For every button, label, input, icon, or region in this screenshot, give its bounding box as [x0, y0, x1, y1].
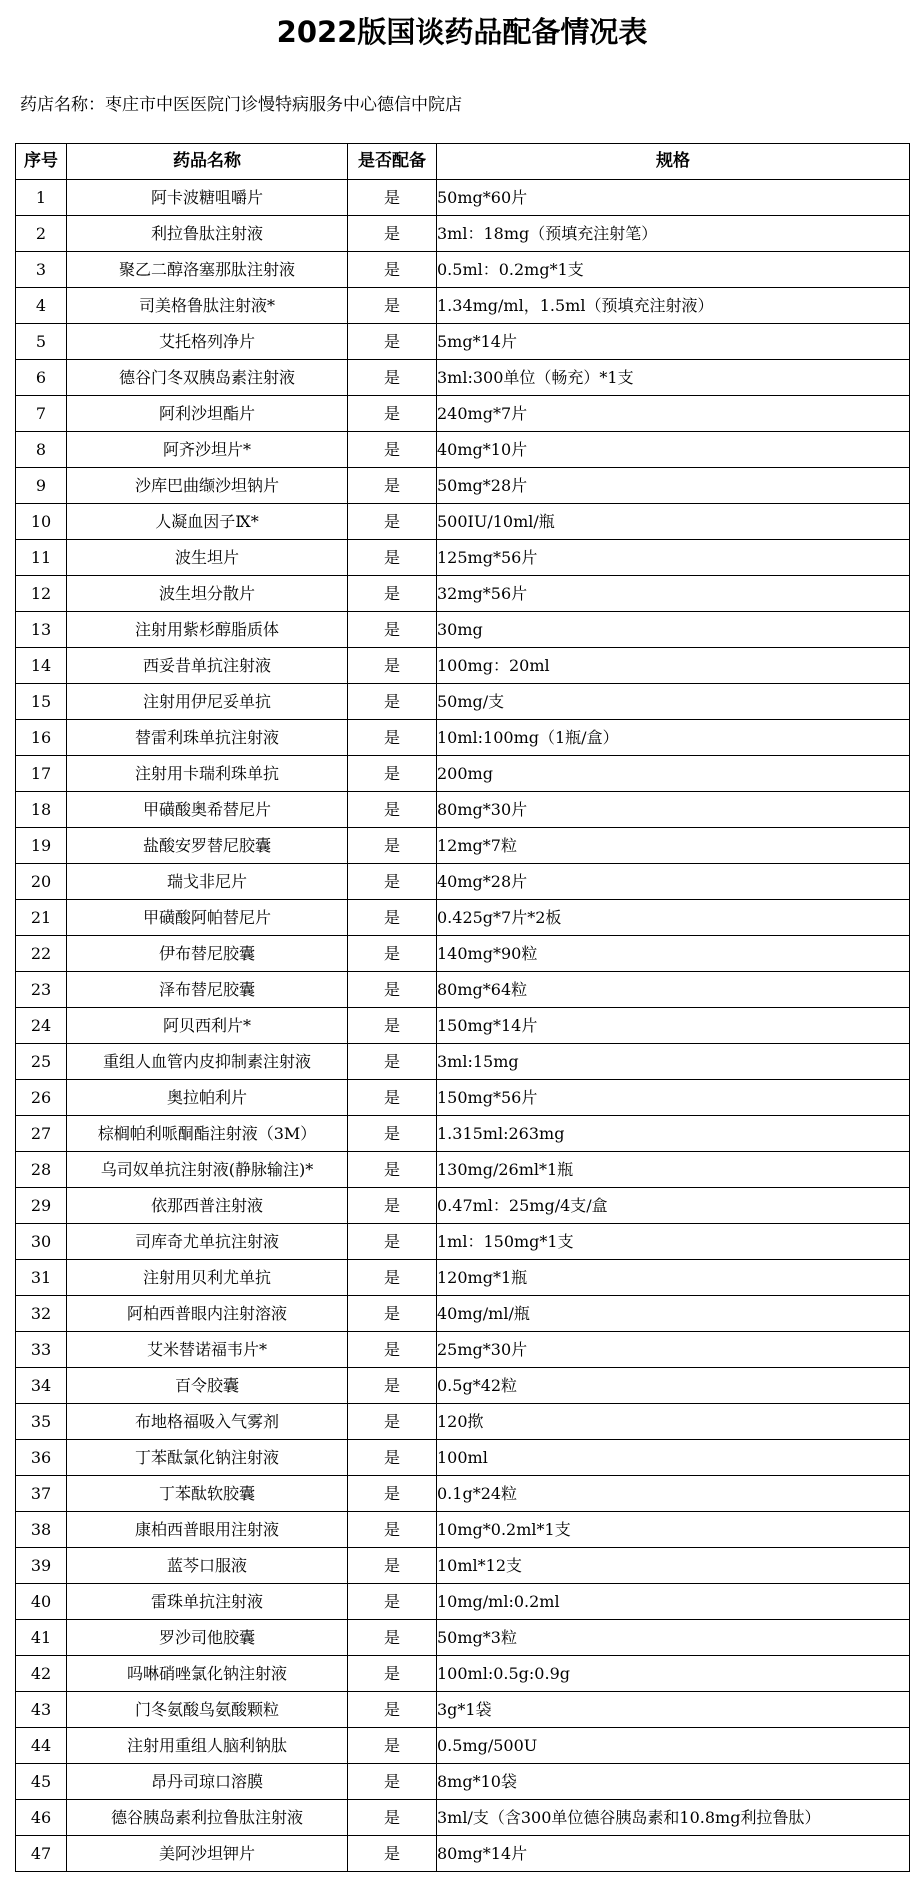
- cell-no: 24: [16, 1008, 67, 1044]
- cell-stocked: 是: [348, 1800, 437, 1836]
- cell-drug-name: 司库奇尤单抗注射液: [67, 1224, 348, 1260]
- cell-spec: 1ml：150mg*1支: [437, 1224, 910, 1260]
- cell-no: 39: [16, 1548, 67, 1584]
- cell-drug-name: 德谷胰岛素利拉鲁肽注射液: [67, 1800, 348, 1836]
- table-row: [16, 1368, 910, 1404]
- cell-no: 29: [16, 1188, 67, 1224]
- cell-spec: 100ml: [437, 1440, 910, 1476]
- table-row: [16, 612, 910, 648]
- table-row: [16, 1692, 910, 1728]
- cell-spec: 100mg：20ml: [437, 648, 910, 684]
- cell-no: 18: [16, 792, 67, 828]
- cell-drug-name: 阿贝西利片*: [67, 1008, 348, 1044]
- cell-stocked: 是: [348, 1296, 437, 1332]
- cell-stocked: 是: [348, 1044, 437, 1080]
- cell-spec: 30mg: [437, 612, 910, 648]
- cell-no: 10: [16, 504, 67, 540]
- cell-stocked: 是: [348, 1692, 437, 1728]
- cell-spec: 10mg/ml:0.2ml: [437, 1584, 910, 1620]
- cell-stocked: 是: [348, 1224, 437, 1260]
- table-row: [16, 432, 910, 468]
- cell-no: 9: [16, 468, 67, 504]
- cell-no: 30: [16, 1224, 67, 1260]
- cell-no: 14: [16, 648, 67, 684]
- cell-drug-name: 艾托格列净片: [67, 324, 348, 360]
- cell-drug-name: 甲磺酸奥希替尼片: [67, 792, 348, 828]
- cell-no: 8: [16, 432, 67, 468]
- cell-spec: 100ml:0.5g:0.9g: [437, 1656, 910, 1692]
- cell-no: 6: [16, 360, 67, 396]
- cell-no: 11: [16, 540, 67, 576]
- table-row: [16, 1800, 910, 1836]
- cell-drug-name: 盐酸安罗替尼胶囊: [67, 828, 348, 864]
- cell-no: 34: [16, 1368, 67, 1404]
- cell-spec: 50mg*60片: [437, 180, 910, 216]
- cell-drug-name: 瑞戈非尼片: [67, 864, 348, 900]
- column-header-stocked: 是否配备: [348, 144, 437, 180]
- cell-drug-name: 注射用卡瑞利珠单抗: [67, 756, 348, 792]
- cell-no: 35: [16, 1404, 67, 1440]
- cell-drug-name: 美阿沙坦钾片: [67, 1836, 348, 1872]
- cell-spec: 3ml：18mg（预填充注射笔）: [437, 216, 910, 252]
- cell-no: 32: [16, 1296, 67, 1332]
- column-header-spec: 规格: [437, 144, 910, 180]
- cell-no: 20: [16, 864, 67, 900]
- cell-spec: 3ml/支（含300单位德谷胰岛素和10.8mg利拉鲁肽）: [437, 1800, 910, 1836]
- cell-drug-name: 阿齐沙坦片*: [67, 432, 348, 468]
- cell-stocked: 是: [348, 1656, 437, 1692]
- table-row: [16, 1224, 910, 1260]
- cell-drug-name: 波生坦分散片: [67, 576, 348, 612]
- cell-stocked: 是: [348, 216, 437, 252]
- table-row: [16, 216, 910, 252]
- table-row: [16, 1656, 910, 1692]
- cell-stocked: 是: [348, 360, 437, 396]
- cell-drug-name: 伊布替尼胶囊: [67, 936, 348, 972]
- cell-drug-name: 阿利沙坦酯片: [67, 396, 348, 432]
- cell-drug-name: 昂丹司琼口溶膜: [67, 1764, 348, 1800]
- cell-spec: 25mg*30片: [437, 1332, 910, 1368]
- table-row: [16, 1620, 910, 1656]
- cell-drug-name: 阿卡波糖咀嚼片: [67, 180, 348, 216]
- table-row: [16, 252, 910, 288]
- cell-spec: 500IU/10ml/瓶: [437, 504, 910, 540]
- cell-spec: 10ml*12支: [437, 1548, 910, 1584]
- cell-drug-name: 棕榈帕利哌酮酯注射液（3M）: [67, 1116, 348, 1152]
- cell-drug-name: 乌司奴单抗注射液(静脉输注)*: [67, 1152, 348, 1188]
- cell-no: 27: [16, 1116, 67, 1152]
- cell-no: 1: [16, 180, 67, 216]
- cell-stocked: 是: [348, 1512, 437, 1548]
- cell-stocked: 是: [348, 180, 437, 216]
- cell-no: 4: [16, 288, 67, 324]
- cell-spec: 150mg*56片: [437, 1080, 910, 1116]
- table-row: [16, 1080, 910, 1116]
- cell-spec: 3ml:300单位（畅充）*1支: [437, 360, 910, 396]
- cell-stocked: 是: [348, 612, 437, 648]
- cell-no: 46: [16, 1800, 67, 1836]
- table-row: [16, 288, 910, 324]
- cell-spec: 40mg*28片: [437, 864, 910, 900]
- table-row: [16, 1332, 910, 1368]
- table-row: [16, 360, 910, 396]
- cell-stocked: 是: [348, 792, 437, 828]
- table-row: [16, 720, 910, 756]
- cell-drug-name: 吗啉硝唑氯化钠注射液: [67, 1656, 348, 1692]
- table-row: [16, 936, 910, 972]
- cell-stocked: 是: [348, 648, 437, 684]
- cell-spec: 40mg/ml/瓶: [437, 1296, 910, 1332]
- table-row: [16, 1008, 910, 1044]
- cell-spec: 5mg*14片: [437, 324, 910, 360]
- cell-no: 38: [16, 1512, 67, 1548]
- page-title: 2022版国谈药品配备情况表: [276, 15, 648, 49]
- cell-stocked: 是: [348, 1584, 437, 1620]
- cell-spec: 140mg*90粒: [437, 936, 910, 972]
- table-row: [16, 1188, 910, 1224]
- cell-drug-name: 注射用贝利尤单抗: [67, 1260, 348, 1296]
- table-row: [16, 1152, 910, 1188]
- cell-spec: 0.5ml：0.2mg*1支: [437, 252, 910, 288]
- cell-stocked: 是: [348, 684, 437, 720]
- table-row: [16, 1440, 910, 1476]
- cell-stocked: 是: [348, 936, 437, 972]
- column-header-no: 序号: [16, 144, 67, 180]
- cell-spec: 120mg*1瓶: [437, 1260, 910, 1296]
- table-row: [16, 1728, 910, 1764]
- cell-drug-name: 替雷利珠单抗注射液: [67, 720, 348, 756]
- cell-spec: 3ml:15mg: [437, 1044, 910, 1080]
- cell-drug-name: 沙库巴曲缬沙坦钠片: [67, 468, 348, 504]
- cell-stocked: 是: [348, 576, 437, 612]
- cell-stocked: 是: [348, 1404, 437, 1440]
- cell-drug-name: 丁苯酞软胶囊: [67, 1476, 348, 1512]
- cell-stocked: 是: [348, 720, 437, 756]
- cell-spec: 150mg*14片: [437, 1008, 910, 1044]
- cell-no: 45: [16, 1764, 67, 1800]
- cell-drug-name: 依那西普注射液: [67, 1188, 348, 1224]
- cell-spec: 0.47ml：25mg/4支/盒: [437, 1188, 910, 1224]
- cell-no: 5: [16, 324, 67, 360]
- cell-spec: 240mg*7片: [437, 396, 910, 432]
- cell-no: 44: [16, 1728, 67, 1764]
- cell-spec: 32mg*56片: [437, 576, 910, 612]
- table-row: [16, 1044, 910, 1080]
- cell-drug-name: 波生坦片: [67, 540, 348, 576]
- table-row: [16, 648, 910, 684]
- cell-no: 13: [16, 612, 67, 648]
- cell-stocked: 是: [348, 900, 437, 936]
- cell-spec: 0.5g*42粒: [437, 1368, 910, 1404]
- cell-stocked: 是: [348, 396, 437, 432]
- cell-drug-name: 西妥昔单抗注射液: [67, 648, 348, 684]
- cell-spec: 50mg/支: [437, 684, 910, 720]
- cell-drug-name: 布地格福吸入气雾剂: [67, 1404, 348, 1440]
- cell-stocked: 是: [348, 504, 437, 540]
- pharmacy-name: 药店名称：枣庄市中医医院门诊慢特病服务中心德信中院店: [20, 95, 462, 115]
- cell-no: 33: [16, 1332, 67, 1368]
- cell-stocked: 是: [348, 1008, 437, 1044]
- cell-no: 12: [16, 576, 67, 612]
- cell-stocked: 是: [348, 864, 437, 900]
- column-header-name: 药品名称: [67, 144, 348, 180]
- drug-table: [15, 143, 910, 1872]
- cell-stocked: 是: [348, 324, 437, 360]
- cell-stocked: 是: [348, 468, 437, 504]
- cell-stocked: 是: [348, 828, 437, 864]
- cell-drug-name: 蓝芩口服液: [67, 1548, 348, 1584]
- cell-drug-name: 艾米替诺福韦片*: [67, 1332, 348, 1368]
- cell-drug-name: 门冬氨酸鸟氨酸颗粒: [67, 1692, 348, 1728]
- cell-stocked: 是: [348, 1080, 437, 1116]
- cell-drug-name: 德谷门冬双胰岛素注射液: [67, 360, 348, 396]
- table-row: [16, 684, 910, 720]
- cell-drug-name: 奥拉帕利片: [67, 1080, 348, 1116]
- table-row: [16, 1836, 910, 1872]
- cell-no: 25: [16, 1044, 67, 1080]
- table-row: [16, 468, 910, 504]
- cell-spec: 3g*1袋: [437, 1692, 910, 1728]
- cell-no: 47: [16, 1836, 67, 1872]
- cell-no: 31: [16, 1260, 67, 1296]
- cell-no: 19: [16, 828, 67, 864]
- cell-no: 7: [16, 396, 67, 432]
- cell-stocked: 是: [348, 1728, 437, 1764]
- cell-spec: 50mg*3粒: [437, 1620, 910, 1656]
- cell-stocked: 是: [348, 1368, 437, 1404]
- cell-no: 23: [16, 972, 67, 1008]
- cell-stocked: 是: [348, 1548, 437, 1584]
- cell-drug-name: 康柏西普眼用注射液: [67, 1512, 348, 1548]
- cell-drug-name: 雷珠单抗注射液: [67, 1584, 348, 1620]
- cell-drug-name: 司美格鲁肽注射液*: [67, 288, 348, 324]
- table-row: [16, 1260, 910, 1296]
- cell-no: 28: [16, 1152, 67, 1188]
- table-row: [16, 324, 910, 360]
- cell-no: 26: [16, 1080, 67, 1116]
- cell-spec: 80mg*64粒: [437, 972, 910, 1008]
- cell-drug-name: 注射用重组人脑利钠肽: [67, 1728, 348, 1764]
- cell-stocked: 是: [348, 288, 437, 324]
- table-row: [16, 504, 910, 540]
- table-row: [16, 900, 910, 936]
- cell-spec: 1.34mg/ml，1.5ml（预填充注射液）: [437, 288, 910, 324]
- cell-no: 41: [16, 1620, 67, 1656]
- cell-drug-name: 百令胶囊: [67, 1368, 348, 1404]
- cell-drug-name: 利拉鲁肽注射液: [67, 216, 348, 252]
- cell-spec: 0.425g*7片*2板: [437, 900, 910, 936]
- table-row: [16, 180, 910, 216]
- cell-no: 37: [16, 1476, 67, 1512]
- table-row: [16, 792, 910, 828]
- cell-stocked: 是: [348, 756, 437, 792]
- cell-stocked: 是: [348, 1152, 437, 1188]
- cell-no: 17: [16, 756, 67, 792]
- cell-stocked: 是: [348, 1764, 437, 1800]
- cell-spec: 125mg*56片: [437, 540, 910, 576]
- table-row: [16, 1116, 910, 1152]
- cell-spec: 120揿: [437, 1404, 910, 1440]
- cell-spec: 12mg*7粒: [437, 828, 910, 864]
- cell-stocked: 是: [348, 540, 437, 576]
- table-row: [16, 540, 910, 576]
- table-header-row: [16, 144, 910, 180]
- cell-spec: 200mg: [437, 756, 910, 792]
- cell-no: 22: [16, 936, 67, 972]
- cell-stocked: 是: [348, 1440, 437, 1476]
- cell-drug-name: 丁苯酞氯化钠注射液: [67, 1440, 348, 1476]
- cell-drug-name: 注射用伊尼妥单抗: [67, 684, 348, 720]
- table-row: [16, 576, 910, 612]
- table-row: [16, 1296, 910, 1332]
- cell-drug-name: 罗沙司他胶囊: [67, 1620, 348, 1656]
- cell-stocked: 是: [348, 1116, 437, 1152]
- table-body: [16, 180, 910, 1872]
- cell-spec: 1.315ml:263mg: [437, 1116, 910, 1152]
- cell-drug-name: 泽布替尼胶囊: [67, 972, 348, 1008]
- cell-no: 3: [16, 252, 67, 288]
- cell-no: 16: [16, 720, 67, 756]
- cell-stocked: 是: [348, 252, 437, 288]
- table-row: [16, 972, 910, 1008]
- cell-no: 21: [16, 900, 67, 936]
- table-row: [16, 828, 910, 864]
- cell-no: 43: [16, 1692, 67, 1728]
- cell-stocked: 是: [348, 432, 437, 468]
- cell-drug-name: 人凝血因子Ⅸ*: [67, 504, 348, 540]
- table-row: [16, 1584, 910, 1620]
- cell-no: 40: [16, 1584, 67, 1620]
- cell-spec: 50mg*28片: [437, 468, 910, 504]
- cell-spec: 80mg*14片: [437, 1836, 910, 1872]
- cell-spec: 10ml:100mg（1瓶/盒）: [437, 720, 910, 756]
- table-row: [16, 396, 910, 432]
- table-row: [16, 1476, 910, 1512]
- cell-stocked: 是: [348, 1188, 437, 1224]
- cell-spec: 130mg/26ml*1瓶: [437, 1152, 910, 1188]
- cell-drug-name: 重组人血管内皮抑制素注射液: [67, 1044, 348, 1080]
- table-row: [16, 1404, 910, 1440]
- cell-no: 42: [16, 1656, 67, 1692]
- cell-drug-name: 甲磺酸阿帕替尼片: [67, 900, 348, 936]
- cell-drug-name: 注射用紫杉醇脂质体: [67, 612, 348, 648]
- table-row: [16, 864, 910, 900]
- cell-stocked: 是: [348, 1260, 437, 1296]
- cell-spec: 40mg*10片: [437, 432, 910, 468]
- cell-no: 36: [16, 1440, 67, 1476]
- cell-spec: 10mg*0.2ml*1支: [437, 1512, 910, 1548]
- cell-stocked: 是: [348, 1836, 437, 1872]
- cell-spec: 0.5mg/500U: [437, 1728, 910, 1764]
- cell-spec: 80mg*30片: [437, 792, 910, 828]
- cell-stocked: 是: [348, 1620, 437, 1656]
- cell-stocked: 是: [348, 1332, 437, 1368]
- table-row: [16, 1548, 910, 1584]
- cell-stocked: 是: [348, 972, 437, 1008]
- table-row: [16, 1512, 910, 1548]
- table-row: [16, 756, 910, 792]
- cell-drug-name: 阿柏西普眼内注射溶液: [67, 1296, 348, 1332]
- cell-stocked: 是: [348, 1476, 437, 1512]
- cell-no: 15: [16, 684, 67, 720]
- table-row: [16, 1764, 910, 1800]
- cell-spec: 0.1g*24粒: [437, 1476, 910, 1512]
- cell-no: 2: [16, 216, 67, 252]
- cell-drug-name: 聚乙二醇洛塞那肽注射液: [67, 252, 348, 288]
- cell-spec: 8mg*10袋: [437, 1764, 910, 1800]
